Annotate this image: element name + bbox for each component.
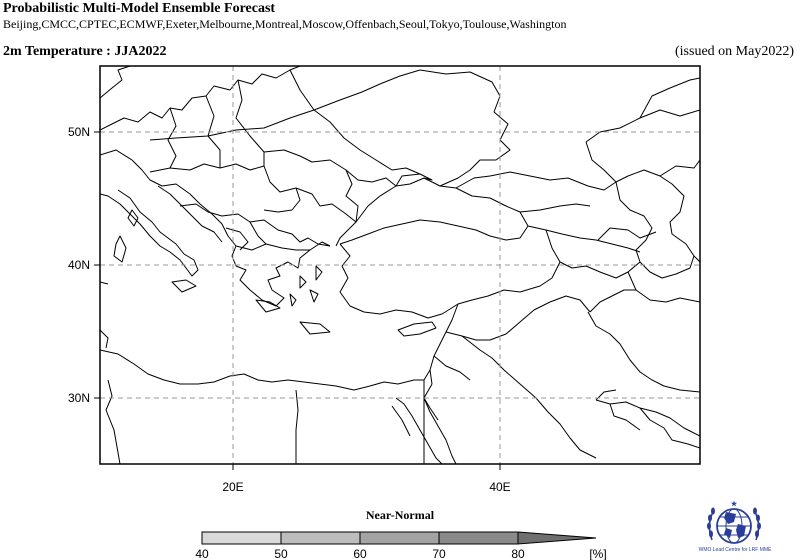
lon-label-40e: 40E	[489, 480, 511, 494]
colorbar-arrow	[518, 532, 596, 544]
colorbar	[202, 532, 596, 544]
lon-label-20e: 20E	[222, 480, 244, 494]
legend-unit: [%]	[589, 547, 607, 560]
legend-tick-60: 60	[353, 547, 367, 560]
legend-tick-40: 40	[195, 547, 209, 560]
legend-tick-70: 70	[432, 547, 446, 560]
lat-label-50n: 50N	[67, 125, 90, 139]
lat-label-40n: 40N	[67, 258, 90, 272]
colorbar-segment-2	[281, 532, 360, 544]
product-title: 2m Temperature : JJA2022	[3, 44, 167, 59]
colorbar-segment-3	[360, 532, 439, 544]
issued-date: (issued on May2022)	[675, 44, 794, 59]
legend-tick-50: 50	[274, 547, 288, 560]
logo-caption: WMO Lead Centre for LRF MME	[698, 547, 772, 553]
contributing-centres: Beijing,CMCC,CPTEC,ECMWF,Exeter,Melbourne,Montreal,Moscow,Offenbach,Seoul,Tokyo,Toulouse,Washington	[3, 17, 567, 31]
chart-title: Probabilistic Multi-Model Ensemble Forecast	[3, 1, 276, 16]
legend-tick-80: 80	[511, 547, 525, 560]
lat-label-30n: 30N	[67, 391, 90, 405]
legend-title: Near-Normal	[365, 508, 435, 522]
colorbar-segment-1	[202, 532, 281, 544]
colorbar-segment-4	[439, 532, 518, 544]
svg-text:★: ★	[730, 501, 738, 508]
